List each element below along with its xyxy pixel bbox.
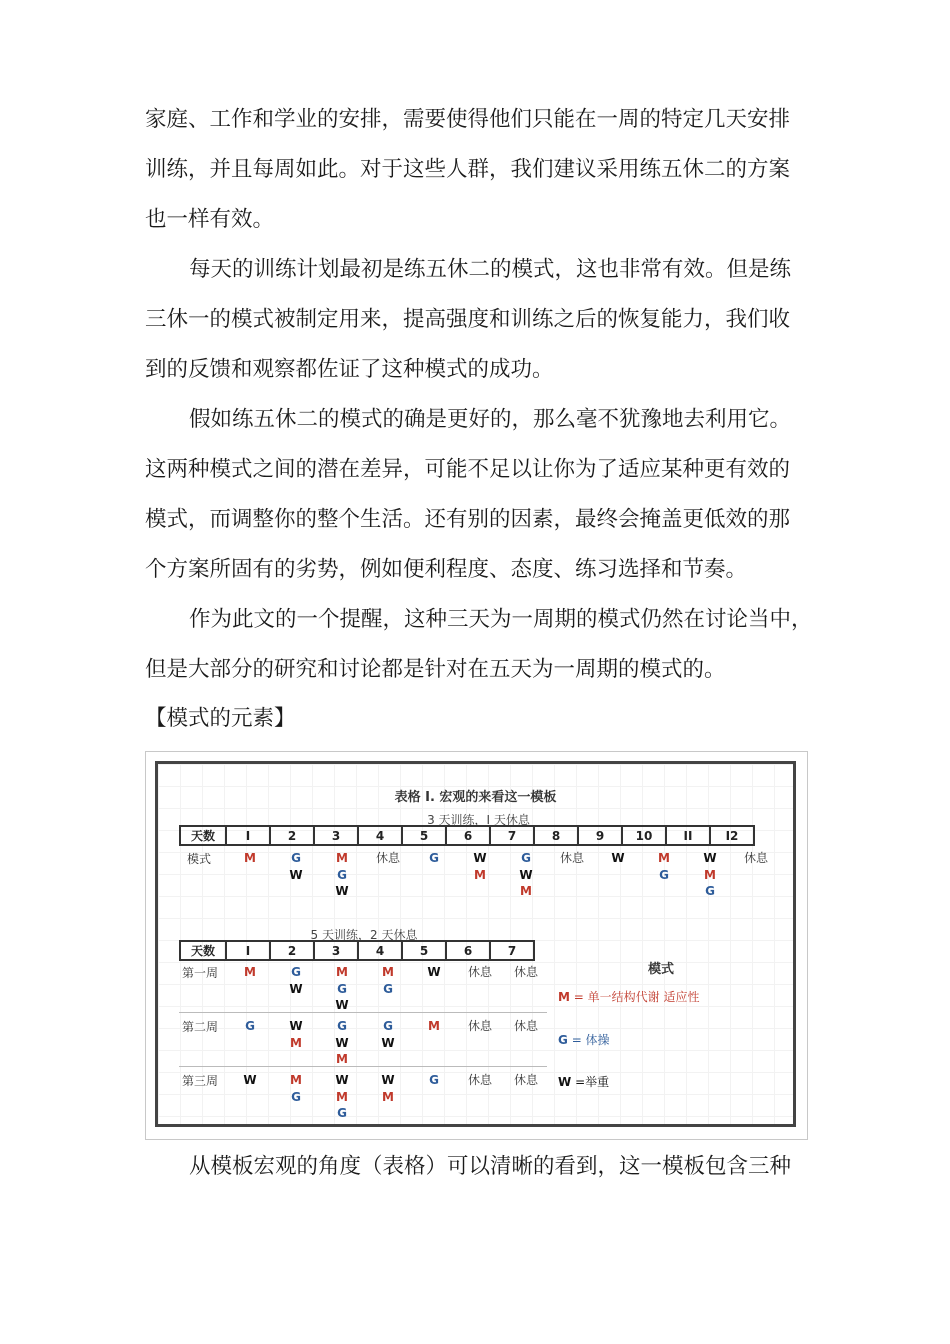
legend-key: M <box>558 990 570 1004</box>
pattern-cell <box>228 1072 272 1089</box>
pattern-cell <box>458 850 502 883</box>
session-G: G <box>291 1089 301 1104</box>
pattern-cell <box>688 850 732 900</box>
session-G: G <box>337 981 347 996</box>
pattern-cell <box>366 850 410 867</box>
day-number: II <box>666 826 710 845</box>
session-M: M <box>658 851 670 865</box>
session-W: W <box>335 1035 349 1050</box>
rest-label: 休息 <box>513 1073 538 1087</box>
session-M: M <box>704 867 716 882</box>
session-M: M <box>382 1089 394 1104</box>
pattern-cell <box>320 850 364 900</box>
session-W: W <box>289 981 303 996</box>
session-G: G <box>337 1106 347 1120</box>
text-line: 假如练五休二的模式的确是更好的，那么毫不犹豫地去利用它。 <box>189 407 792 432</box>
pattern-cell <box>504 964 548 981</box>
section-heading: 【模式的元素】 <box>145 706 296 731</box>
pattern-cell <box>458 1072 502 1089</box>
text-line: 也一样有效。 <box>145 207 275 232</box>
session-M: M <box>428 1019 440 1033</box>
session-W: W <box>381 1035 395 1050</box>
paragraph-4 <box>145 595 817 695</box>
day-number: 2 <box>270 941 314 960</box>
session-W: W <box>335 1073 349 1087</box>
three-day-subtitle: 3 天训练，I 天休息 <box>427 813 530 827</box>
session-W: W <box>427 965 441 979</box>
text-line: 个方案所固有的劣势，例如便利程度、态度、练习选择和节奏。 <box>145 557 748 582</box>
text-line: 但是大部分的研究和讨论都是针对在五天为一周期的模式的。 <box>145 657 726 682</box>
rest-label: 休息 <box>513 965 538 979</box>
session-W: W <box>703 851 717 865</box>
day-number: 3 <box>314 941 358 960</box>
text-line: 三休一的模式被制定用来，提高强度和训练之后的恢复能力，我们收 <box>145 307 791 332</box>
rest-label: 休息 <box>513 1019 538 1033</box>
pattern-cell <box>228 1018 272 1035</box>
rest-label: 休息 <box>559 851 584 865</box>
closing-paragraph <box>145 1142 817 1192</box>
session-W: W <box>335 884 349 898</box>
pattern-cell <box>596 850 640 867</box>
text-line: 模式，而调整你的整个生活。还有别的因素，最终会掩盖更低效的那 <box>145 507 791 532</box>
pattern-cell <box>550 850 594 867</box>
session-M: M <box>520 884 532 898</box>
pattern-cell <box>458 1018 502 1035</box>
session-G: G <box>245 1019 255 1033</box>
session-M: M <box>290 1073 302 1087</box>
pattern-cell <box>504 1018 548 1035</box>
pattern-cell <box>274 850 318 883</box>
text-line: 作为此文的一个提醒，这种三天为一周期的模式仍然在讨论当中， <box>189 607 813 632</box>
session-G: G <box>337 1019 347 1033</box>
legend-item-W <box>558 1073 609 1090</box>
session-M: M <box>336 1089 348 1104</box>
day-number: I <box>226 941 270 960</box>
session-M: M <box>336 851 348 865</box>
template-figure <box>145 751 808 1140</box>
figure-frame <box>155 761 796 1127</box>
session-W: W <box>335 998 349 1012</box>
legend-key: G <box>558 1033 568 1047</box>
session-G: G <box>291 851 301 865</box>
session-M: M <box>336 965 348 979</box>
pattern-row-label: 模式 <box>187 852 212 866</box>
pattern-cell <box>366 1072 410 1105</box>
day-number: 7 <box>490 941 534 960</box>
pattern-cell <box>642 850 686 883</box>
session-W: W <box>519 867 533 882</box>
day-number: 5 <box>402 826 446 845</box>
day-number: 8 <box>534 826 578 845</box>
day-number: 5 <box>402 941 446 960</box>
rest-label: 休息 <box>467 1019 492 1033</box>
text-line: 到的反馈和观察都佐证了这种模式的成功。 <box>145 357 554 382</box>
paragraph-3 <box>145 395 817 595</box>
rest-label: 休息 <box>467 1073 492 1087</box>
day-number: 4 <box>358 941 402 960</box>
session-M: M <box>244 851 256 865</box>
pattern-cell <box>504 1072 548 1089</box>
week-label: 第三周 <box>182 1074 219 1088</box>
session-G: G <box>659 867 669 882</box>
session-W: W <box>381 1073 395 1087</box>
day-number: I2 <box>710 826 754 845</box>
session-W: W <box>289 1019 303 1033</box>
legend-key: W <box>558 1075 572 1089</box>
text-line: 这两种模式之间的潜在差异，可能不足以让你为了适应某种更有效的 <box>145 457 791 482</box>
figure-title: 表格 I. 宏观的来看这一模板 <box>394 790 557 805</box>
session-W: W <box>289 867 303 882</box>
pattern-cell <box>228 850 272 867</box>
rest-label: 休息 <box>375 851 400 865</box>
pattern-cell <box>734 850 778 867</box>
rest-label: 休息 <box>743 851 768 865</box>
session-M: M <box>474 867 486 882</box>
pattern-cell <box>274 1018 318 1051</box>
text-line: 每天的训练计划最初是练五休二的模式，这也非常有效。但是练 <box>189 257 792 282</box>
header-label: 天数 <box>180 941 226 960</box>
paragraph-1 <box>145 95 817 245</box>
week-label: 第二周 <box>182 1020 219 1034</box>
pattern-cell <box>320 1072 364 1122</box>
pattern-cell <box>274 1072 318 1105</box>
week-separator <box>179 1012 547 1013</box>
text-line: 从模板宏观的角度（表格）可以清晰的看到，这一模板包含三种 <box>189 1154 792 1179</box>
pattern-cell <box>412 1018 456 1035</box>
session-G: G <box>337 867 347 882</box>
pattern-cell <box>274 964 318 997</box>
pattern-cell <box>412 850 456 867</box>
pattern-cell <box>458 964 502 981</box>
legend-title: 模式 <box>648 962 675 977</box>
rest-label: 休息 <box>467 965 492 979</box>
week-separator <box>179 1066 547 1067</box>
paragraph-2 <box>145 245 817 395</box>
session-W: W <box>243 1073 257 1087</box>
pattern-cell <box>320 964 364 1014</box>
pattern-cell <box>412 1072 456 1089</box>
day-number: 6 <box>446 941 490 960</box>
day-number: 10 <box>622 826 666 845</box>
three-day-header-table <box>179 825 755 846</box>
pattern-cell <box>504 850 548 900</box>
legend-text: = 单一结构代谢 适应性 <box>573 990 700 1004</box>
day-number: 6 <box>446 826 490 845</box>
session-G: G <box>429 851 439 865</box>
legend-text: = 体操 <box>571 1033 610 1047</box>
day-number: I <box>226 826 270 845</box>
session-W: W <box>611 851 625 865</box>
header-label: 天数 <box>180 826 226 845</box>
five-day-header-table <box>179 940 535 961</box>
pattern-cell <box>228 964 272 981</box>
day-number: 2 <box>270 826 314 845</box>
session-G: G <box>383 1019 393 1033</box>
text-line: 家庭、工作和学业的安排，需要使得他们只能在一周的特定几天安排 <box>145 107 791 132</box>
five-day-subtitle: 5 天训练，2 天休息 <box>310 928 418 942</box>
text-line: 训练，并且每周如此。对于这些人群，我们建议采用练五休二的方案 <box>145 157 791 182</box>
day-number: 7 <box>490 826 534 845</box>
legend-item-G <box>558 1031 610 1048</box>
day-number: 9 <box>578 826 622 845</box>
pattern-cell <box>412 964 456 981</box>
session-G: G <box>521 851 531 865</box>
session-G: G <box>705 884 715 898</box>
day-number: 3 <box>314 826 358 845</box>
session-M: M <box>290 1035 302 1050</box>
session-G: G <box>291 965 301 979</box>
week-label: 第一周 <box>182 966 219 980</box>
day-number: 4 <box>358 826 402 845</box>
pattern-cell <box>320 1018 364 1068</box>
legend-text: =举重 <box>575 1075 610 1089</box>
session-M: M <box>336 1052 348 1066</box>
legend-item-M <box>558 988 699 1005</box>
session-M: M <box>244 965 256 979</box>
session-W: W <box>473 851 487 865</box>
pattern-cell <box>366 964 410 997</box>
session-M: M <box>382 965 394 979</box>
pattern-cell <box>366 1018 410 1051</box>
session-G: G <box>429 1073 439 1087</box>
session-G: G <box>383 981 393 996</box>
